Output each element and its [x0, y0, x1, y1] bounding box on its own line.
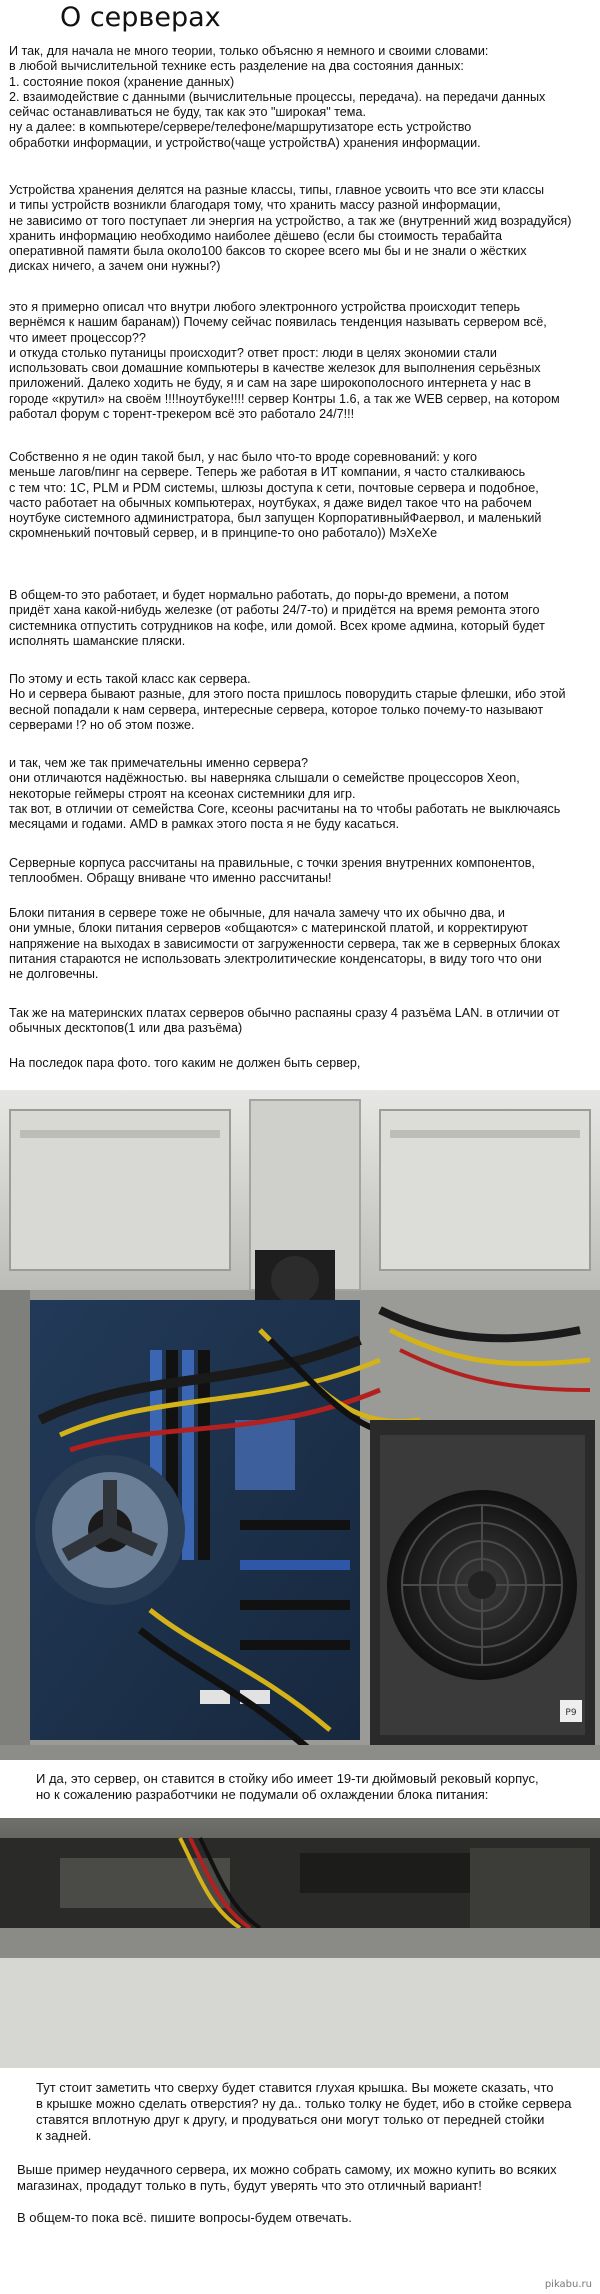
paragraph-photos-intro: На последок пара фото. того каким не должен быть сервер, [9, 1056, 361, 1070]
paragraph-works: В общем-то это работает, и будет нормально работать, до поры-до времени, а потом придёт хана какой-нибудь железке (от работы 24/7-то) и придётся на время ремонта этого системника отпустить сотрудников на кофе, или домой. Всех кроме админа, который будет исполнять шаманские пляски. [9, 588, 545, 648]
paragraph-reliability: и так, чем же так примечательны именно сервера? они отличаются надёжностью. вы наверняка слышали о семействе процессоров Xeon, некоторые геймеры строят на ксеонах системники для игр. так вот, в отличии от семейства Core, ксеоны расчитаны на то чтобы работать не выключаясь месяцами и годами. AMD в рамках этого поста я не буду касаться. [9, 756, 561, 832]
psu-closeup-image [0, 1818, 600, 2068]
paragraph-theory: И так, для начала не много теории, только объясню я немного и своими словами: в любой вычислительной технике есть разделение на два состояния данных: 1. состояние покоя (хранение данных) 2. взаимодействие с данными (вычислительные процессы, передача). на передачи данных сейчас останавливаться не буду, так как это "широкая" тема. ну а далее: в компьютере/сервере/телефоне/маршрутизаторе есть устройство обработки информации, и устройство(чаще устройствА) хранения информации. [9, 44, 546, 150]
pikabu-watermark: pikabu.ru [544, 2279, 592, 2290]
server-internal-photo [0, 1090, 600, 1760]
paragraph-server-class: По этому и есть такой класс как сервера. Но и сервера бывают разные, для этого поста пришлось поворудить старые флешки, ибо этой весной попадали к нам сервера, интересные сервера, которое только почему-то называют серверами !? но об этом позже. [9, 672, 566, 732]
psu-closeup-photo [0, 1818, 600, 2068]
paragraph-lan: Так же на материнских платах серверов обычно распаяны сразу 4 разъёма LAN. в отличии от обычных десктопов(1 или два разъёма) [9, 1006, 560, 1036]
paragraph-cases: Серверные корпуса рассчитаны на правильные, с точки зрения внутренних компонентов, теплообмен. Обращу вниване что именно рассчитаны! [9, 856, 535, 886]
psu-sticker-text: P9 [565, 1708, 577, 1718]
post-title: О серверах [60, 2, 221, 33]
paragraph-storage: Устройства хранения делятся на разные классы, типы, главное усвоить что все эти классы и типы устройств возникли благодаря тому, что хранить массу разной информации, не зависимо от того поступает ли энергия на устройство, а так же (внутренний жид возрадуйся) хранить информацию необходимо наиболее дёшево (если бы стоимость терабайта оперативной памяти была около100 баксов то скорее всего мы бы и не знали о жёстких дисках ничего, а зачем они нужны?) [9, 183, 572, 274]
footer-text-closing: В общем-то пока всё. пишите вопросы-будем отвечать. [17, 2210, 352, 2225]
paragraph-psu: Блоки питания в сервере тоже не обычные, для начала замечу что их обычно два, и они умные, блоки питания серверов «общаются» с материнской платой, и корректируют напряжение на выходах в зависимости от загруженности сервера, так же в серверных блоках питания стараются не использовать электролитические конденсаторы, в виду того что они не долговечны. [9, 906, 561, 982]
caption-rack-server: И да, это сервер, он ставится в стойку ибо имеет 19-ти дюймовый рековый корпус, но к сожалению разработчики не подумали об охлаждении блока питания: [36, 1771, 539, 1802]
caption-cover-note: Тут стоит заметить что сверху будет ставится глухая крышка. Вы можете сказать, что в крышке можно сделать отверстия? ну да.. только толку не будет, ибо в стойке сервера ставятся вплотную друг к другу, и продуваться они могут только от передней стойки к задней. [36, 2080, 572, 2143]
server-internal-image [0, 1090, 600, 1760]
paragraph-experience: Собственно я не один такой был, у нас было что-то вроде соревнований: у кого меньше лагов/пинг на сервере. Теперь же работая в ИТ компании, я часто сталкиваюсь с тем что: 1С, PLM и PDM системы, шлюзы доступа к сети, почтовые сервера и подобное, часто работает на обычных компьютерах, ноутбуках, я даже видел такое что на рабочем ноутбуке системного администратора, был запущен КорпоративныйФаервол, и маленький скромненький почтовый сервер, и в принципе-то оно работало)) МэХеХе [9, 450, 542, 541]
footer-text-bad-server: Выше пример неудачного сервера, их можно собрать самому, их можно купить во всяких магазинах, продадут только в путь, будут уверять что это отличный вариант! [17, 2162, 557, 2193]
paragraph-confusion: это я примерно описал что внутри любого электронного устройства происходит теперь вернёмся к нашим баранам)) Почему сейчас появилась тенденция называть сервером всё, что имеет процессор?? и откуда столько путаницы происходит? ответ прост: люди в целях экономии стали использовать свои домашние компьютеры в качестве железок для выполнения серьёзных приложений. Далеко ходить не буду, я и сам на заре широкополосного интернета у нас в городе «крутил» на своём !!!!ноутбуке!!!! сервер Контры 1.6, а так же WEB сервер, на котором работал форум с торент-трекером всё это работало 24/7!!! [9, 300, 560, 422]
